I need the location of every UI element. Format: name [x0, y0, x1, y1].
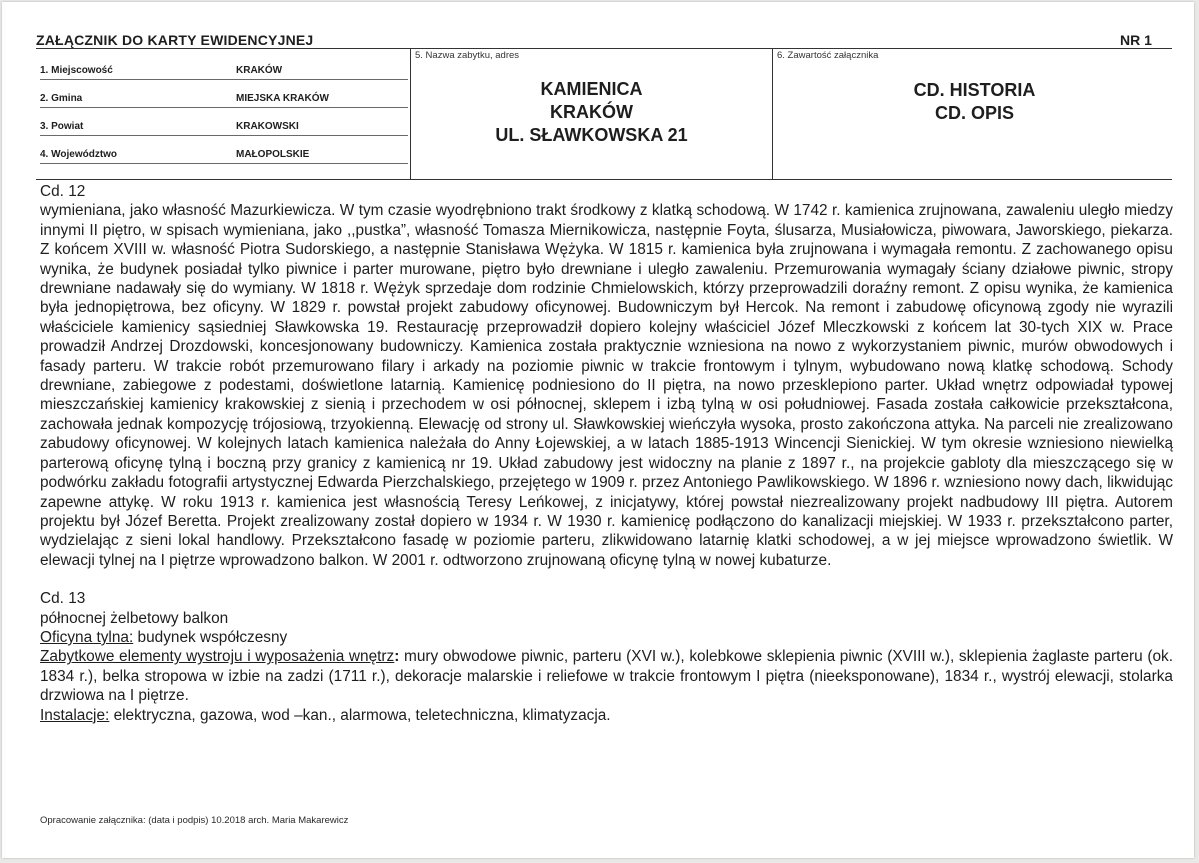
document-sheet: [2, 2, 1194, 858]
field-underline: [40, 79, 408, 80]
box6-caption: 6. Zawartość załącznika: [777, 50, 879, 61]
field-underline: [40, 107, 408, 108]
section-13-line: północnej żelbetowy balkon: [40, 609, 229, 627]
oficyna-label: Oficyna tylna:: [40, 628, 134, 646]
field-label: 4. Województwo: [40, 149, 118, 160]
header-top-rule: [36, 48, 1172, 49]
instalacje-paragraph: [40, 706, 1173, 725]
attachment-contents: [773, 79, 1176, 125]
field-value: MAŁOPOLSKIE: [236, 149, 310, 160]
field-powiat: [40, 114, 408, 136]
field-value: KRAKOWSKI: [236, 121, 299, 132]
attachment-number: NR 1: [1120, 32, 1152, 48]
field-label: 2. Gmina: [40, 93, 83, 104]
sheet-edge: [2, 2, 6, 858]
monument-city: KRAKÓW: [550, 102, 633, 122]
zabytkowe-text: mury obwodowe piwnic, parteru (XVI w.), kolebkowe sklepienia piwnic (XVIII w.), sklepienia żaglaste parteru (ok. 1834 r.), belka stropowa w izbie na zadzi (1711 r.), dekoracje malarskie i reliefowe w trakcie frontowym I piętra (nieeksponowane), 1834 r., wystrój elewacji, stolarka drzwiowa na I piętrze.: [40, 648, 1174, 705]
zabytkowe-paragraph: [40, 647, 1173, 705]
zabytkowe-label: Zabytkowe elementy wystroju i wyposażenia wnętrz: [40, 648, 395, 666]
field-wojewodztwo: [40, 142, 408, 164]
section-12-heading: Cd. 12: [40, 183, 86, 200]
oficyna-text: budynek współczesny: [133, 628, 288, 646]
oficyna-paragraph: [40, 628, 1173, 647]
zabytkowe-colon: :: [394, 648, 400, 666]
box5-caption: 5. Nazwa zabytku, adres: [415, 50, 520, 61]
monument-name-address: [411, 78, 772, 147]
field-gmina: [40, 86, 408, 108]
field-underline: [40, 135, 408, 136]
document-title: ZAŁĄCZNIK DO KARTY EWIDENCYJNEJ: [36, 32, 314, 48]
section-13-heading: Cd. 13: [40, 590, 86, 608]
field-miejscowosc: [40, 58, 408, 80]
document-body: [40, 182, 1173, 725]
field-label: 3. Powiat: [40, 121, 84, 132]
contents-history: CD. HISTORIA: [913, 80, 1036, 100]
monument-name: KAMIENICA: [540, 79, 643, 99]
instalacje-label: Instalacje:: [40, 706, 110, 724]
instalacje-text: elektryczna, gazowa, wod –kan., alarmowa, teletechniczna, klimatyzacja.: [109, 706, 611, 724]
monument-street: UL. SŁAWKOWSKA 21: [495, 125, 688, 145]
field-value: KRAKÓW: [236, 65, 283, 76]
prepared-by-footer: Opracowanie załącznika: (data i podpis) 10.2018 arch. Maria Makarewicz: [40, 815, 349, 826]
contents-description: CD. OPIS: [934, 103, 1014, 123]
field-underline: [40, 163, 408, 164]
section-12-text: wymieniana, jako własność Mazurkiewicza. W tym czasie wyodrębniono trakt środkowy z klatką schodową. W 1742 r. kamienica zrujnowana, zawaleniu uległo miedzy innymi II piętro, w spisach wymieniana, jako ,,pustka”, własność Tomasza Miernikowicza, następnie Foyta, ślusarza, Musiałowicza, piwowara, Jaworskiego, piekarza. Z końcem XVIII w. własność Piotra Sudorskiego, a następnie Stanisława Wężyka. W 1815 r. kamienica była zrujnowana i wymagała remontu. Z zachowanego opisu wynika, że budynek posiadał tylko piwnice i parter murowane, piętro było drewniane i uległo zawaleniu. Przemurowania wymagały ściany działowe piwnic, stropy drewniane nadawały się do wymiany. W 1818 r. Wężyk sprzedaje dom rodzinie Chmielowskich, którzy przeprowadzili doraźny remont. Z opisu wynika, że kamienica była jednopiętrowa, bez oficyny. W 1829 r. powstał projekt zabudowy oficynowej. Budowniczym był Hercok. Na remont i zabudowę oficynową zgody nie wyrazili właściciele kamienicy sąsiedniej Sławkowska 19. Restaurację przeprowadził dopiero kolejny właściciel Józef Mleczkowski z końcem lat 30-tych XIX w. Prace prowadził Andrzej Drozdowski, koncesjonowany budowniczy. Kamienica została praktycznie wzniesiona na nowo z wykorzystaniem piwnic, murów obwodowych i fasady parteru. W trakcie robót przemurowano filary i arkady na poziomie piwnic w trakcie frontowym i tylnym, wybudowano nową klatkę schodową. Schody drewniane, zabiegowe z podestami, doświetlone latarnią. Kamienicę podniesiono do II piętra, na nowo przesklepiono parter. Układ wnętrz odpowiadał typowej mieszczańskiej kamienicy krakowskiej z sienią i przechodem w osi północnej, sklepem i izbą tylną w osi południowej. Fasada została całkowicie przekształcona, zachowała jednak kompozycję trójosiową, trzyokienną. Elewację od strony ul. Sławkowskiej wieńczyła wysoka, prosto zakończona attyka. Na parceli nie zrealizowano zabudowy oficynowej. W kolejnych latach kamienica należała do Anny Łojewskiej, a w latach 1885-1913 Wincencji Sienickiej. W tym okresie wzniesiono niewielką parterową oficynę tylną i boczną przy granicy z kamienicą nr 19. Układ zabudowy jest widoczny na planie z 1897 r., na projekcie gabloty dla mieszczącego się w podwórku zakładu fotografii artystycznej Edwarda Pierzchalskiego, przejętego w 1909 r. przez Antoniego Pawlikowskiego. W 1896 r. wzniesiono nowy dach, likwidując zapewne attykę. W roku 1913 r. kamienica jest własnością Teresy Leńkowej, z inicjatywy, której powstał niezrealizowany projekt nadbudowy III piętra. Autorem projektu był Józef Beretta. Projekt zrealizowany został dopiero w 1934 r. W 1930 r. kamienicę podłączono do kanalizacji miejskiej. W 1933 r. przekształcono parter, wydzielając z sieni lokal handlowy. Przekształcono fasadę w poziomie parteru, zlikwidowano latarnię klatki schodowej, a w jej miejsce wprowadzono świetlik. W elewacji tylnej na I piętrze wprowadzono balkon. W 2001 r. odtworzono zrujnowaną oficynę tylną w nowej kubaturze.: [40, 202, 1173, 569]
field-value: MIEJSKA KRAKÓW: [236, 93, 329, 104]
field-label: 1. Miejscowość: [40, 65, 113, 76]
header-bottom-rule: [36, 179, 1172, 180]
